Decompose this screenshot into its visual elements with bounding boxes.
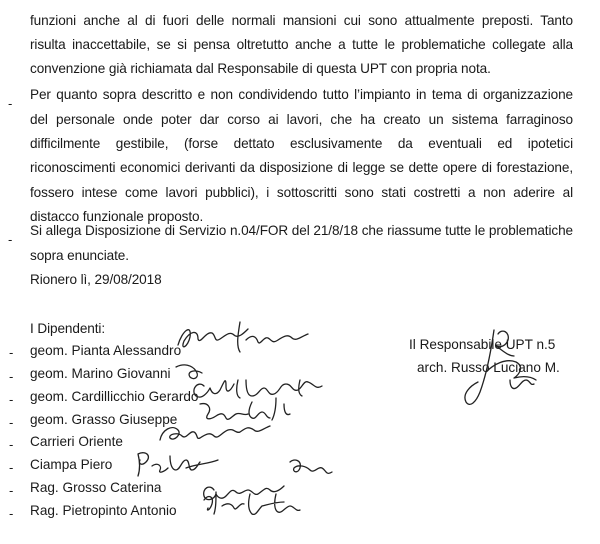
bullet-dash: - bbox=[9, 415, 14, 430]
paragraph-1-line-1: funzioni anche al di fuori delle normali mansioni cui sono attualmente preposti. Tanto bbox=[30, 13, 573, 28]
bullet-dash: - bbox=[9, 392, 14, 407]
employee-name: geom. Grasso Giuseppe bbox=[30, 412, 178, 427]
employee-name: geom. Cardillicchio Gerardo bbox=[30, 389, 199, 404]
employee-name: Carrieri Oriente bbox=[30, 434, 123, 449]
employee-name: Ciampa Piero bbox=[30, 457, 113, 472]
bullet-dash: - bbox=[9, 437, 14, 452]
paragraph-2-line-3: difficilmente gestibile, (forse dettato esclusivamente da eventuali ed ipotetici bbox=[30, 136, 573, 151]
paragraph-1-line-2: risulta inaccettabile, se si pensa oltretutto anche a tutte le problematiche collegate alla bbox=[30, 37, 573, 52]
bullet-dash: - bbox=[8, 96, 13, 111]
signature-grasso bbox=[200, 398, 290, 420]
employees-heading: I Dipendenti: bbox=[30, 321, 106, 336]
paragraph-2-line-1: Per quanto sopra descritto e non condividendo tutto l’impianto in tema di organizzazione bbox=[30, 87, 573, 102]
paragraph-3-line-2: sopra enunciate. bbox=[30, 248, 129, 263]
employee-name: Rag. Pietropinto Antonio bbox=[30, 503, 177, 518]
signature-ciampa bbox=[138, 453, 218, 476]
responsible-name: arch. Russo Luciano M. bbox=[417, 360, 560, 375]
paragraph-2-line-2: del personale onde poter dar corso ai lavori, che ha creato un sistema farraginoso bbox=[30, 112, 573, 127]
bullet-dash: - bbox=[9, 483, 14, 498]
employee-name: Rag. Grosso Caterina bbox=[30, 480, 162, 495]
signature-cardillicchio bbox=[194, 380, 322, 398]
responsible-title: Il Responsabile UPT n.5 bbox=[409, 337, 556, 352]
signature-carrieri bbox=[160, 426, 270, 440]
paragraph-2-line-6: distacco funzionale proposto. bbox=[30, 209, 204, 224]
employee-name: geom. Marino Giovanni bbox=[30, 366, 171, 381]
bullet-dash: - bbox=[9, 369, 14, 384]
employee-name: geom. Pianta Alessandro bbox=[30, 343, 182, 358]
paragraph-2-line-5: fossero intese come lavori pubblici), i sottoscritti sono stati costretti a non aderire al bbox=[30, 185, 573, 200]
signature-pietropinto bbox=[204, 492, 300, 514]
bullet-dash: - bbox=[9, 506, 14, 521]
paragraph-1-line-3: convenzione già richiamata dal Responsabile di questa UPT con propria nota. bbox=[30, 61, 491, 76]
paragraph-3-line-1: Si allega Disposizione di Servizio n.04/FOR del 21/8/18 che riassume tutte le problematiche bbox=[30, 223, 573, 238]
paragraph-2-line-4: riconoscimenti economici derivanti da disposizione di legge se dette opere di forestazione, bbox=[30, 160, 573, 175]
signature-pianta bbox=[178, 322, 308, 352]
date-line: Rionero lì, 29/08/2018 bbox=[30, 272, 162, 287]
bullet-dash: - bbox=[8, 232, 13, 247]
bullet-dash: - bbox=[9, 460, 14, 475]
signature-grosso bbox=[204, 460, 332, 500]
signature-marino bbox=[176, 365, 202, 379]
bullet-dash: - bbox=[9, 345, 14, 360]
